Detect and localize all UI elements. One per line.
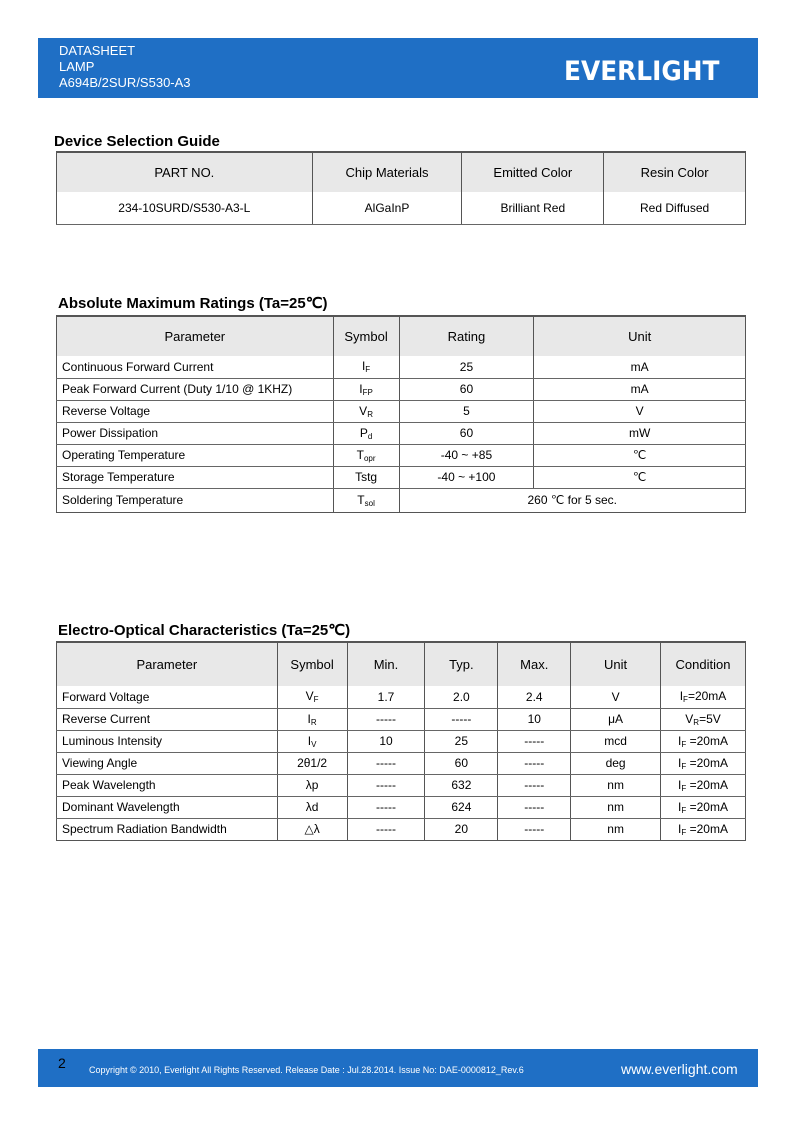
ratings-row [57,378,746,400]
eo-condition [661,686,746,708]
eo-condition [661,796,746,818]
eo-header-param: Parameter [57,642,278,686]
eo-param: Forward Voltage [57,686,278,708]
selection-header-part: PART NO. [57,152,313,192]
ratings-symbol [333,422,399,444]
condition-value: =5V [699,711,721,726]
eo-symbol [277,730,347,752]
ratings-param: Storage Temperature [57,466,334,488]
ratings-title: Absolute Maximum Ratings (Ta=25℃) [58,295,328,312]
copyright-text: Copyright © 2010, Everlight All Rights Reserved. Release Date : Jul.28.2014. Issue No: DAE-0000812_Rev.6 [89,1065,524,1075]
selection-header-chip: Chip Materials [312,152,462,192]
ratings-symbol [333,356,399,378]
eo-row [57,730,746,752]
ratings-unit: mW [534,422,746,444]
eo-header-min: Min. [347,642,425,686]
eo-min: ----- [347,708,425,730]
eo-max: ----- [498,730,571,752]
eo-param: Luminous Intensity [57,730,278,752]
eo-symbol [277,774,347,796]
condition-subscript: F [681,827,687,837]
symbol-text: Tstg [355,470,378,484]
eo-max: ----- [498,818,571,840]
ratings-param: Peak Forward Current (Duty 1/10 @ 1KHZ) [57,378,334,400]
symbol-text: T [357,492,365,507]
eo-min: ----- [347,796,425,818]
eo-condition [661,774,746,796]
symbol-text: λd [305,800,319,814]
eo-max: ----- [498,796,571,818]
symbol-text: T [356,447,364,462]
ratings-value: 60 [399,422,534,444]
eo-header-typ: Typ. [425,642,498,686]
condition-value: =20mA [687,689,727,704]
ratings-row [57,466,746,488]
ratings-symbol [333,466,399,488]
condition-symbol: I [678,777,682,792]
ratings-symbol [333,488,399,512]
condition-value: =20mA [686,755,728,770]
eo-typ: 60 [425,752,498,774]
page-number-box [38,1049,86,1087]
ratings-value: -40 ~ +85 [399,444,534,466]
eo-symbol [277,818,347,840]
selection-header-color: Emitted Color [462,152,604,192]
eo-title: Electro-Optical Characteristics (Ta=25℃) [58,622,351,639]
eo-max: ----- [498,774,571,796]
selection-header-resin: Resin Color [604,152,746,192]
symbol-text: P [359,425,368,440]
ratings-unit: ℃ [534,466,746,488]
symbol-text: V [359,403,368,418]
ratings-header-rating: Rating [399,316,534,356]
eo-symbol [277,708,347,730]
eo-symbol [277,686,347,708]
symbol-text: λp [305,778,319,792]
ratings-value: 25 [399,356,534,378]
selection-cell-chip: AlGaInP [312,192,462,224]
eo-param: Reverse Current [57,708,278,730]
ratings-table [56,315,746,513]
eo-table [56,641,746,841]
symbol-subscript: opr [363,453,376,463]
eo-param: Dominant Wavelength [57,796,278,818]
selection-title: Device Selection Guide [54,133,220,150]
symbol-text: △λ [304,822,320,836]
ratings-param: Power Dissipation [57,422,334,444]
symbol-subscript: FP [362,387,373,397]
ratings-row-solder [57,488,746,512]
symbol-subscript: sol [364,498,375,508]
header-text [59,43,191,91]
eo-symbol [277,796,347,818]
ratings-param: Operating Temperature [57,444,334,466]
page-header [38,38,758,98]
ratings-value: 60 [399,378,534,400]
symbol-text: I [307,711,311,726]
ratings-header-symbol: Symbol [333,316,399,356]
product-category: LAMP [59,59,95,74]
symbol-subscript: d [367,431,373,441]
ratings-value: 5 [399,400,534,422]
eo-row [57,708,746,730]
eo-condition [661,752,746,774]
ratings-value: -40 ~ +100 [399,466,534,488]
selection-cell-part: 234-10SURD/S530-A3-L [57,192,313,224]
eo-unit: μA [571,708,661,730]
eo-min: ----- [347,752,425,774]
ratings-unit: V [534,400,746,422]
ratings-solder-value: 260 ℃ for 5 sec. [399,488,745,512]
ratings-unit: mA [534,356,746,378]
eo-unit: deg [571,752,661,774]
eo-header-max: Max. [498,642,571,686]
eo-min: 1.7 [347,686,425,708]
condition-subscript: F [683,695,688,705]
condition-symbol: I [679,689,684,704]
condition-value: =20mA [686,733,728,748]
eo-typ: ----- [425,708,498,730]
eo-param: Viewing Angle [57,752,278,774]
ratings-symbol [333,400,399,422]
ratings-unit: ℃ [534,444,746,466]
ratings-unit: mA [534,378,746,400]
condition-value: =20mA [686,821,728,836]
symbol-text: 2θ1/2 [297,756,328,770]
ratings-param: Reverse Voltage [57,400,334,422]
symbol-subscript: V [311,739,317,749]
eo-symbol [277,752,347,774]
condition-value: =20mA [686,799,728,814]
selection-cell-color: Brilliant Red [462,192,604,224]
eo-typ: 2.0 [425,686,498,708]
symbol-text: I [307,733,312,748]
eo-max: 10 [498,708,571,730]
page-footer [38,1049,758,1087]
eo-unit: mcd [571,730,661,752]
eo-condition [661,818,746,840]
symbol-subscript: R [310,717,317,727]
condition-value: =20mA [686,777,728,792]
condition-subscript: R [693,717,700,727]
eo-row [57,774,746,796]
website-link[interactable]: www.everlight.com [621,1061,738,1077]
eo-min: 10 [347,730,425,752]
eo-condition [661,708,746,730]
eo-header-symbol: Symbol [277,642,347,686]
eo-typ: 25 [425,730,498,752]
symbol-text: I [361,359,366,374]
everlight-logo: EVERLIGHT [564,56,720,87]
ratings-row [57,422,746,444]
selection-table [56,151,746,225]
symbol-subscript: F [365,365,371,375]
eo-typ: 624 [425,796,498,818]
eo-param: Spectrum Radiation Bandwidth [57,818,278,840]
eo-typ: 632 [425,774,498,796]
eo-unit: nm [571,774,661,796]
eo-max: 2.4 [498,686,571,708]
symbol-text: V [305,689,314,704]
doc-type: DATASHEET [59,43,136,58]
ratings-symbol [333,444,399,466]
part-number-title: A694B/2SUR/S530-A3 [59,75,191,90]
condition-symbol: I [678,799,682,814]
eo-min: ----- [347,774,425,796]
selection-cell-resin: Red Diffused [604,192,746,224]
eo-unit: nm [571,796,661,818]
page-number: 2 [58,1055,66,1071]
eo-header-condition: Condition [661,642,746,686]
eo-min: ----- [347,818,425,840]
ratings-row [57,356,746,378]
eo-condition [661,730,746,752]
symbol-text: I [359,381,363,396]
ratings-header-param: Parameter [57,316,334,356]
eo-max: ----- [498,752,571,774]
eo-row [57,796,746,818]
eo-row [57,752,746,774]
eo-row [57,818,746,840]
eo-param: Peak Wavelength [57,774,278,796]
eo-unit: V [571,686,661,708]
ratings-header-unit: Unit [534,316,746,356]
condition-symbol: I [678,733,682,748]
symbol-subscript: F [313,695,319,705]
condition-subscript: F [681,739,687,749]
ratings-row [57,400,746,422]
condition-subscript: F [681,761,687,771]
ratings-row [57,444,746,466]
condition-symbol: I [678,821,682,836]
symbol-subscript: R [367,409,373,419]
condition-subscript: F [681,783,687,793]
ratings-param: Soldering Temperature [57,488,334,512]
eo-unit: nm [571,818,661,840]
eo-header-unit: Unit [571,642,661,686]
condition-symbol: I [678,755,682,770]
condition-subscript: F [681,805,687,815]
ratings-symbol [333,378,399,400]
eo-row [57,686,746,708]
ratings-param: Continuous Forward Current [57,356,334,378]
condition-symbol: V [685,711,694,726]
eo-typ: 20 [425,818,498,840]
